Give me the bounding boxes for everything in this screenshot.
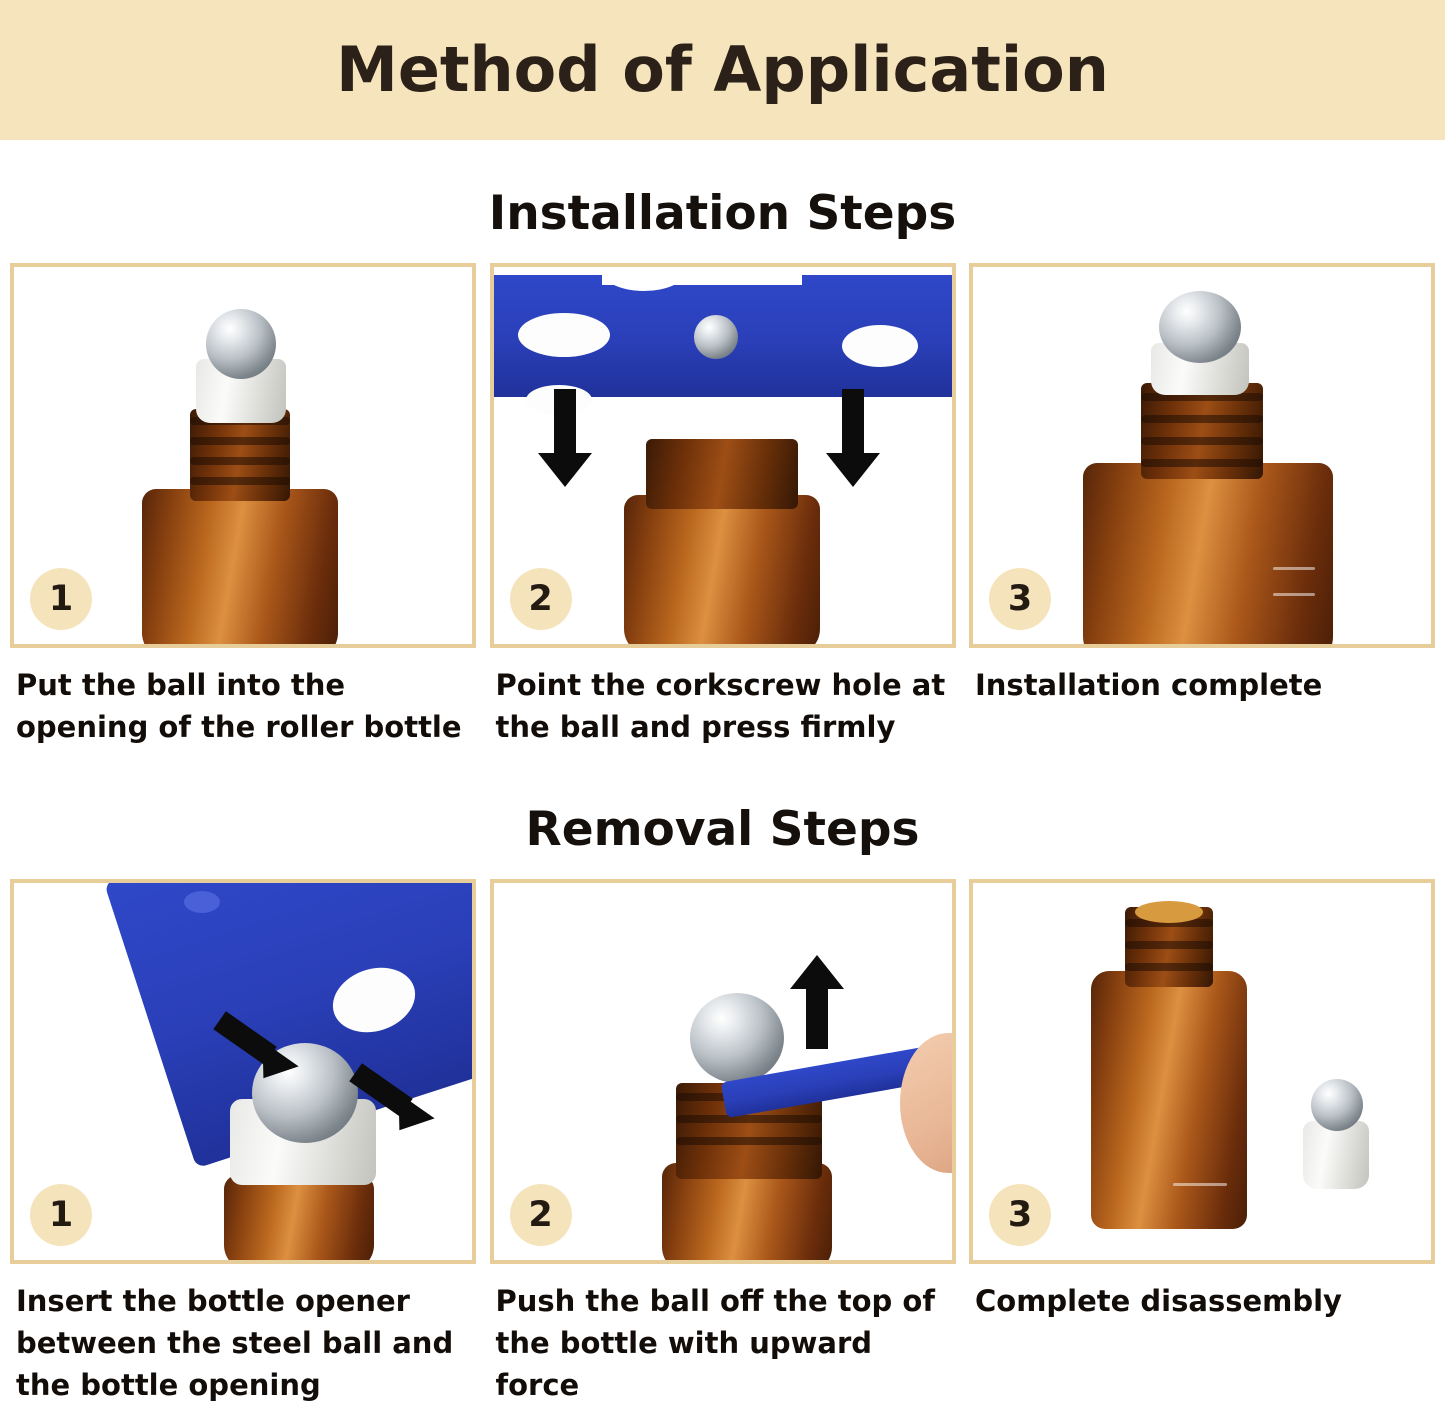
installation-step-2-image xyxy=(490,263,956,648)
neck-thread xyxy=(190,437,290,445)
step-number-badge: 2 xyxy=(510,568,572,630)
removal-step-1 xyxy=(10,879,476,1406)
installation-step-1-caption: Put the ball into the opening of the roller bottle xyxy=(16,668,462,745)
opener-hole-right xyxy=(842,325,918,367)
neck-thread xyxy=(1141,459,1263,467)
bottle-mouth-opening xyxy=(1135,901,1203,923)
removal-step-1-caption: Insert the bottle opener between the steel ball and the bottle opening xyxy=(16,1284,454,1403)
steel-roller-ball xyxy=(1159,291,1241,363)
neck-thread xyxy=(1141,437,1263,445)
installation-step-2 xyxy=(490,263,956,748)
installation-step-1-image xyxy=(10,263,476,648)
installation-step-3 xyxy=(969,263,1435,748)
press-arrow-left-shaft xyxy=(554,389,576,457)
step-number-badge: 3 xyxy=(989,1184,1051,1246)
removal-step-3-image xyxy=(969,879,1435,1264)
bottle-neck xyxy=(646,439,798,509)
opener-hole-left xyxy=(518,313,610,357)
neck-thread xyxy=(190,457,290,465)
steel-roller-ball xyxy=(1311,1079,1363,1131)
step-number-badge: 1 xyxy=(30,568,92,630)
press-arrow-right-head xyxy=(826,453,880,487)
neck-thread xyxy=(676,1137,822,1145)
steel-roller-ball xyxy=(694,315,738,359)
steel-roller-ball xyxy=(690,993,784,1083)
bottle-scale-mark xyxy=(1173,1183,1227,1186)
neck-thread xyxy=(1125,963,1213,971)
removal-step-2-caption: Push the ball off the top of the bottle with upward force xyxy=(495,1284,935,1403)
removal-step-2 xyxy=(490,879,956,1406)
push-arrow-shaft xyxy=(806,987,828,1049)
header-banner xyxy=(0,0,1445,140)
page-title: Method of Application xyxy=(336,33,1109,106)
installation-step-3-caption: Installation complete xyxy=(975,668,1323,702)
step-number-badge: 3 xyxy=(989,568,1051,630)
step-number-badge: 2 xyxy=(510,1184,572,1246)
amber-bottle-body xyxy=(142,489,338,648)
press-arrow-left-head xyxy=(538,453,592,487)
amber-bottle-body xyxy=(1083,463,1333,648)
removal-step-3 xyxy=(969,879,1435,1406)
roller-ball-collar xyxy=(1303,1121,1369,1189)
push-arrow-head xyxy=(790,955,844,989)
bottle-scale-mark xyxy=(1273,593,1315,596)
removal-step-1-image xyxy=(10,879,476,1264)
neck-thread xyxy=(190,477,290,485)
installation-section-title: Installation Steps xyxy=(488,186,957,241)
opener-dimple xyxy=(184,891,220,913)
installation-step-2-caption: Point the corkscrew hole at the ball and press firmly xyxy=(495,668,946,745)
removal-steps-row xyxy=(0,879,1445,1406)
neck-thread xyxy=(676,1115,822,1123)
amber-bottle-body xyxy=(224,1175,374,1264)
removal-section-title: Removal Steps xyxy=(525,802,920,858)
amber-bottle-body xyxy=(1091,971,1247,1229)
step-number-badge: 1 xyxy=(30,1184,92,1246)
removal-step-2-image xyxy=(490,879,956,1264)
installation-step-3-image xyxy=(969,263,1435,648)
neck-thread xyxy=(1141,415,1263,423)
neck-thread xyxy=(1125,941,1213,949)
removal-step-3-caption: Complete disassembly xyxy=(975,1284,1342,1319)
bottle-scale-mark xyxy=(1273,567,1315,570)
steel-roller-ball xyxy=(206,309,276,379)
installation-step-1 xyxy=(10,263,476,748)
installation-steps-row xyxy=(0,263,1445,748)
press-arrow-right-shaft xyxy=(842,389,864,457)
amber-bottle-body xyxy=(624,495,820,648)
